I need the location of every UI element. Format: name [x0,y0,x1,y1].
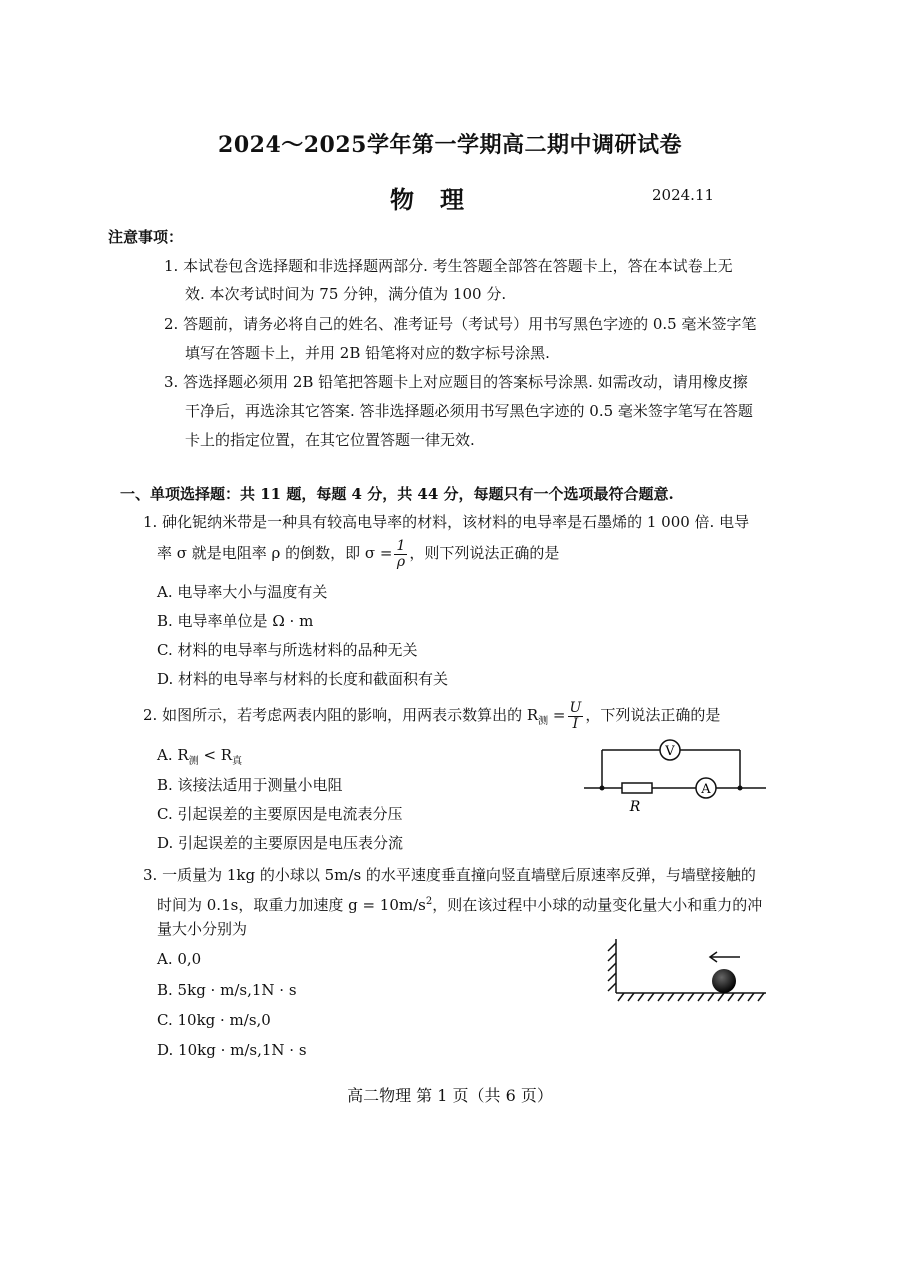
q1-frac-den: ρ [396,553,406,570]
q2-option-a [157,745,242,772]
q2-option-a-mid: < R [198,746,233,764]
notice-item-1-line1: 1. 本试卷包含选择题和非选择题两部分. 考生答题全部答在答题卡上，答在本试卷上无 [164,257,733,275]
exam-date: 2024.11 [652,186,715,204]
q2-stem [143,698,720,739]
q1-stem-line1: 1. 砷化铌纳米带是一种具有较高电导率的材料，该材料的电导率是石墨烯的 1 000 倍. 电导 [143,513,750,531]
section-heading: 一、单项选择题：共 11 题，每题 4 分，共 44 分，每题只有一个选项最符合题意. [120,485,674,503]
q2-stem-text-a: 2. 如图所示，若考虑两表内阻的影响，用两表示数算出的 R [143,706,539,724]
q1-fraction [394,539,407,570]
notice-item-3-line1: 3. 答选择题必须用 2B 铅笔把答题卡上对应题目的答案标号涂黑. 如需改动，请用橡皮擦 [164,373,748,391]
q1-stem-text-b: ，则下列说法正确的是 [409,544,560,562]
resistor-symbol [622,783,652,793]
q3-option-a: A. 0,0 [157,950,202,968]
q1-option-b: B. 电导率单位是 Ω · m [157,612,314,630]
q3-option-b: B. 5kg · m/s,1N · s [157,981,297,999]
floor-hatching [618,993,764,1001]
q2-frac-den: I [572,715,579,732]
resistor-label: R [629,799,641,815]
q2-stem-text-b: ，下列说法正确的是 [585,706,721,724]
wall-hatching [608,943,616,991]
q2-circuit-diagram [580,738,770,818]
q2-option-a-sub2: 真 [232,756,243,767]
junction-dot-right [738,786,743,791]
notice-heading: 注意事项： [108,228,184,246]
q3-stem-line3: 量大小分别为 [157,920,248,938]
q3-option-c: C. 10kg · m/s,0 [157,1011,271,1029]
page-footer: 高二物理 第 1 页（共 6 页） [347,1086,553,1105]
q2-fraction [568,701,584,732]
exam-title: 2024～2025学年第一学期高二期中调研试卷 [218,132,682,158]
q2-stem-eq: = [548,706,566,724]
q1-stem-line2 [157,536,559,570]
q1-option-d: D. 材料的电导率与材料的长度和截面积有关 [157,670,449,688]
ball-icon [712,969,736,993]
q3-stem-line1: 3. 一质量为 1kg 的小球以 5m/s 的水平速度垂直撞向竖直墙壁后原速率反弹，与墙壁接触的 [143,866,756,884]
q2-option-a-pre: A. R [157,746,189,764]
junction-dot-left [600,786,605,791]
q2-option-c: C. 引起误差的主要原因是电流表分压 [157,805,403,823]
q1-option-a: A. 电导率大小与温度有关 [157,583,328,601]
notice-item-2-line1: 2. 答题前，请务必将自己的姓名、准考证号（考试号）用书写黑色字迹的 0.5 毫米签字笔 [164,315,757,333]
q3-stem-text-a: 时间为 0.1s，取重力加速度 g = 10m/s [157,896,426,914]
subject-title: 物理 [390,185,490,214]
q1-frac-num: 1 [396,537,406,554]
q3-stem-line2 [157,892,762,915]
q3-stem-sup: 2 [425,896,433,907]
notice-item-1-line2: 效. 本次考试时间为 75 分钟，满分值为 100 分. [185,285,507,303]
notice-item-3-line2: 干净后，再选涂其它答案. 答非选择题必须用书写黑色字迹的 0.5 毫米签字笔写在答题 [185,402,753,420]
q2-frac-num: U [569,699,582,716]
q3-wall-ball-diagram [598,935,768,1005]
notice-item-2-line2: 填写在答题卡上，并用 2B 铅笔将对应的数字标号涂黑. [185,344,550,362]
notice-item-3-line3: 卡上的指定位置，在其它位置答题一律无效. [185,431,475,449]
q1-stem-text-a: 率 σ 就是电阻率 ρ 的倒数，即 σ = [157,544,393,562]
q1-option-c: C. 材料的电导率与所选材料的品种无关 [157,641,418,659]
q2-option-d: D. 引起误差的主要原因是电压表分流 [157,834,404,852]
q2-option-a-sub1: 测 [188,756,199,767]
voltmeter-label: V [665,744,675,759]
ammeter-label: A [701,782,711,797]
q2-stem-sub: 测 [538,716,549,727]
q3-option-d: D. 10kg · m/s,1N · s [157,1041,307,1059]
q2-option-b: B. 该接法适用于测量小电阻 [157,776,343,794]
q3-stem-text-b: ，则在该过程中小球的动量变化量大小和重力的冲 [432,896,763,914]
